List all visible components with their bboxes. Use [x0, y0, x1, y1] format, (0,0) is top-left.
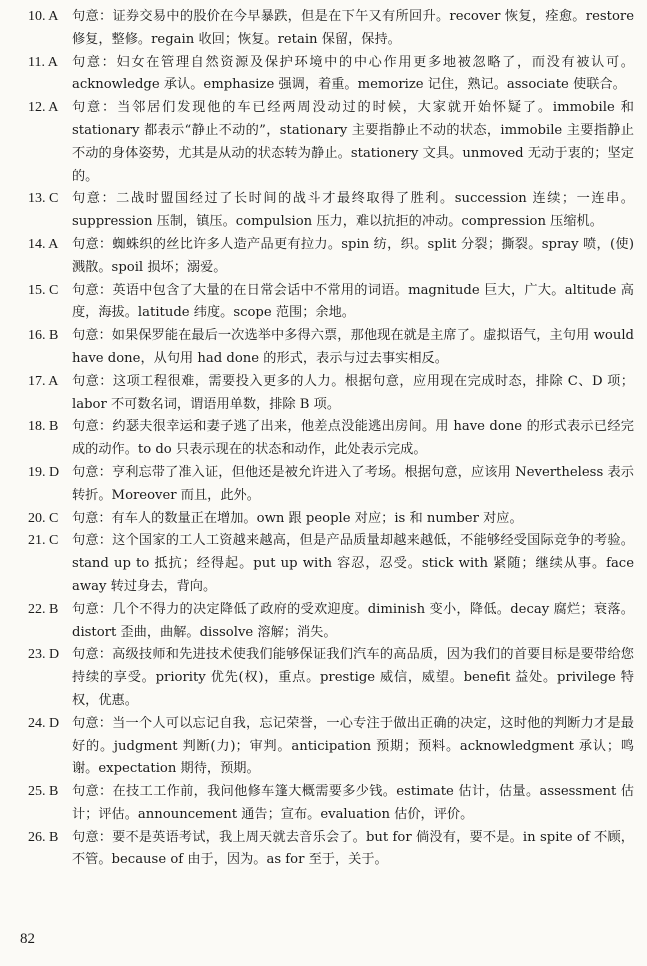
explanation-text: 句意：高级技师和先进技术使我们能够保证我们汽车的高品质，因为我们的首要目标是要带给您持续的享受。priority 优先(权)，重点。prestige 威信，威望。benefit 益处。privilege 特权，优惠。	[72, 647, 634, 708]
explanation-text: 句意：如果保罗能在最后一次选举中多得六票，那他现在就是主席了。虚拟语气，主句用 would have done，从句用 had done 的形式，表示与过去事实相反。	[72, 328, 634, 366]
explanation-text: 句意：当邻居们发现他的车已经两周没动过的时候，大家就开始怀疑了。immobile 和 stationary 都表示“静止不动的”，stationary 主要指静止不动的状态，immobile 主要指静止不动的身体姿势，尤其是从动的状态转为静止。stationery 文具。unmoved 无动于衷的；坚定的。	[72, 100, 634, 184]
explanation-text: 句意：蜘蛛织的丝比许多人造产品更有拉力。spin 纺，织。split 分裂；撕裂。spray 喷，(使)溅散。spoil 损坏；溺爱。	[72, 236, 634, 275]
explanation-text: 句意：二战时盟国经过了长时间的战斗才最终取得了胜利。succession 连续；一连串。suppression 压制，镇压。compulsion 压力，难以抗拒的冲动。compression 压缩机。	[72, 191, 634, 230]
answer-entry	[28, 462, 634, 508]
question-number: 10. A	[28, 9, 59, 24]
answer-entry	[28, 713, 634, 781]
question-number: 11. A	[28, 54, 58, 70]
explanation-text: 句意：有车人的数量正在增加。own 跟 people 对应；is 和 number 对应。	[72, 510, 523, 526]
question-number: 12. A	[28, 100, 59, 116]
page-number: 82	[20, 931, 35, 947]
answer-entry	[28, 325, 634, 371]
explanation-text: 句意：妇女在管理自然资源及保护环境中的中心作用更多地被忽略了，而没有被认可。acknowledge 承认。emphasize 强调，着重。memorize 记住，熟记。associate 使联合。	[72, 54, 634, 93]
answer-entry	[28, 52, 634, 98]
explanation-text: 句意：英语中包含了大量的在日常会话中不常用的词语。magnitude 巨大，广大。altitude 高度，海拔。latitude 纬度。scope 范围；余地。	[72, 282, 634, 321]
question-number: 21. C	[28, 533, 59, 549]
question-number: 22. B	[28, 601, 59, 617]
question-number: 16. B	[28, 328, 59, 344]
answer-entry	[28, 781, 634, 827]
explanation-text: 句意：这个国家的工人工资越来越高，但是产品质量却越来越低，不能够经受国际竞争的考验。stand up to 抵抗；经得起。put up with 容忍，忍受。stick with 紧随；继续从事。face away 转过身去，背向。	[72, 533, 634, 594]
explanation-text: 句意：约瑟夫很幸运和妻子逃了出来，他差点没能逃出房间。用 have done 的形式表示已经完成的动作。to do 只表示现在的状态和动作，此处表示完成。	[72, 419, 634, 458]
question-number: 15. C	[28, 282, 59, 298]
explanation-text: 句意：证券交易中的股价在今早暴跌，但是在下午又有所回升。recover 恢复，痊愈。restore 修复，整修。regain 收回；恢复。retain 保留，保持。	[72, 9, 634, 47]
answer-entry	[28, 508, 634, 531]
answer-entry	[28, 371, 634, 417]
explanation-text: 句意：亨利忘带了准入证，但他还是被允许进入了考场。根据句意，应该用 Nevertheless 表示转折。Moreover 而且，此外。	[72, 464, 634, 503]
question-number: 17. A	[28, 373, 59, 389]
question-number: 14. A	[28, 236, 59, 252]
answer-entry	[28, 234, 634, 280]
answer-entry	[28, 644, 634, 712]
answer-entry	[28, 530, 634, 598]
question-number: 13. C	[28, 191, 59, 207]
explanation-text: 句意：当一个人可以忘记自我，忘记荣誉，一心专注于做出正确的决定，这时他的判断力才是最好的。judgment 判断(力)；审判。anticipation 预期；预料。acknowledgment 承认；鸣谢。expectation 期待，预期。	[72, 715, 634, 777]
answer-entry	[28, 188, 634, 234]
question-number: 26. B	[28, 829, 59, 845]
question-number: 25. B	[28, 784, 59, 800]
answer-entry	[28, 6, 634, 52]
answer-entry	[28, 827, 634, 873]
question-number: 24. D	[28, 715, 60, 731]
answer-entry	[28, 416, 634, 462]
answer-explanations	[28, 6, 634, 872]
question-number: 20. C	[28, 510, 59, 526]
question-number: 18. B	[28, 419, 59, 435]
answer-entry	[28, 599, 634, 645]
answer-entry	[28, 97, 634, 188]
explanation-text: 句意：要不是英语考试，我上周天就去音乐会了。but for 倘没有，要不是。in spite of 不顾，不管。because of 由于，因为。as for 至于，关于。	[72, 829, 634, 868]
question-number: 19. D	[28, 464, 60, 480]
explanation-text: 句意：几个不得力的决定降低了政府的受欢迎度。diminish 变小，降低。decay 腐烂；衰落。distort 歪曲，曲解。dissolve 溶解；消失。	[72, 601, 634, 640]
question-number: 23. D	[28, 647, 60, 663]
answer-entry	[28, 280, 634, 326]
explanation-text: 句意：在技工工作前，我问他修车篷大概需要多少钱。estimate 估计，估量。assessment 估计；评估。announcement 通告；宣布。evaluation 估价，评价。	[72, 784, 634, 822]
explanation-text: 句意：这项工程很难，需要投入更多的人力。根据句意，应用现在完成时态，排除 C、D 项；labor 不可数名词，谓语用单数，排除 B 项。	[72, 373, 634, 412]
